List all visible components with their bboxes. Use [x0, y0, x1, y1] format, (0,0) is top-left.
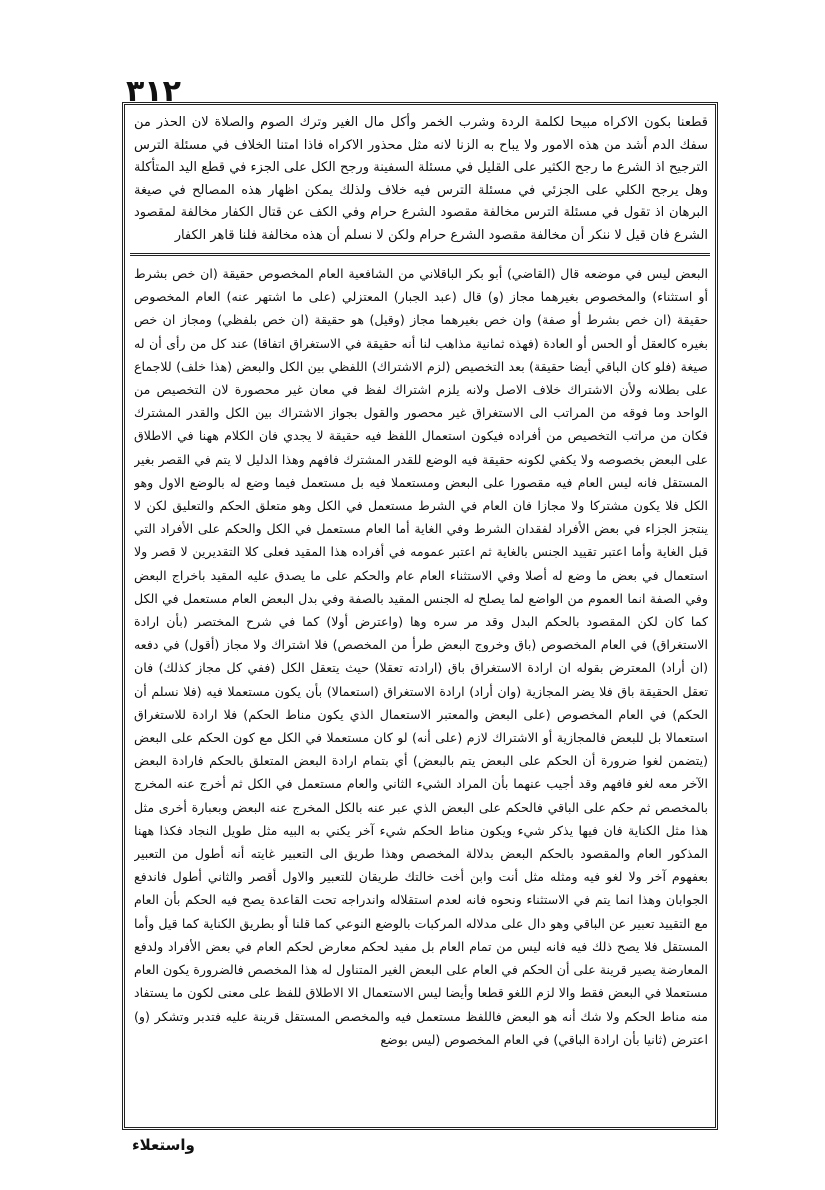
sharh-paragraph: البعض ليس في موضعه قال (القاضي) أبو بكر الباقلاني من الشافعية العام المخصوص حقيقة (ان خص بشرط أو استثناء) والمخصوص بغيرهما مجاز (و) قال (عبد الجبار) المعتزلي (على ما اشتهر عنه) العام المخصوص حقيقة (ان خص بشرط أو صفة) وان خص بغيرهما مجاز (وقيل) هو حقيقة (ان خص بلفظي) ومجاز ان خص بغيره كالعقل أو الحس أو العادة (فهذه ثمانية مذاهب لنا أنه حقيقة في الاستغراق اتفاقا) عند كل من رأى أن له صيغة (فلو كان الباقي أيضا حقيقة) بعد التخصيص (لزم الاشتراك) اللفظي بين الكل والبعض (هذا خلف) للاجماع على بطلانه ولأن الاشتراك خلاف الاصل ولانه يلزم اشتراك لفظ في معان غير محصورة لان التخصيص من الواحد وما فوقه من المراتب الى الاستغراق غير محصور والقول بجواز الاشتراك بين الكل والقدر المشترك فكان من مراتب التخصيص من أفراده فيكون استعمال اللفظ فيه حقيقة لا يجدي فان الكلام ههنا في الاطلاق على البعض بخصوصه ولا يكفي لكونه حقيقة فيه الوضع للقدر المشترك فافهم وهذا الدليل لا يتم في القصر بغير المستقل فانه ليس العام فيه مقصورا على البعض ومستعملا فيه بل مستعمل فيما وضع له بالوضع الاول وهو الكل فلا يكون مشتركا ولا مجازا فان العام في الشرط مستعمل في الكل وهو متعلق الحكم والتعليق لكن لا ينتجز الجزاء في بعض الأفراد لفقدان الشرط وفي الغاية أما العام مستعمل في الكل والحكم على الأفراد التي قبل الغاية وأما اعتبر تقييد الجنس بالغاية ثم اعتبر عمومه في أفراده هذا المقيد فعلى كلا التقديرين لا قصر ولا استعمال في بعض ما وضع له أصلا وفي الاستثناء العام عام والحكم على ما يصدق عليه المقيد باخراج البعض وفي الصفة انما العموم من الواضع لما يصلح له الجنس المقيد بالصفة وفي بدل البعض العام مستعمل في الكل كما كان لكن المقصود بالحكم البدل وقد مر سره وها (واعترض أولا) كما في شرح المختصر (بأن ارادة الاستغراق) في العام المخصوص (باق وخروج البعض طرأ من المخصص) فلا اشتراك ولا مجاز (أقول) في دفعه (ان أراد) المعترض بقوله ان ارادة الاستغراق باق (ارادته تعقلا) حيث يتعقل الكل (ففي كل مجاز كذلك) فان تعقل الحقيقة باق فلا يضر المجازية (وان أراد) ارادة الاستغراق (استعمالا) بأن يكون مستعملا فيه (فلا نسلم أن الحكم) في العام المخصوص (على البعض والمعتبر الاستعمال الذي يكون مناط الحكم) فلا ارادة للاستغراق استعمالا بل للبعض فالمجازية أو الاشتراك لازم (على أنه) لو كان مستعملا في الكل مع كون الحكم على البعض (يتضمن لغوا ضرورة أن الحكم على البعض يتم بالبعض) أي بتمام ارادة البعض المتعلق بالحكم فارادة البعض الآخر معه لغو فافهم وقد أجيب عنهما بأن المراد الشيء الثاني والعام مستعمل في الكل ثم أخرج عنه المخرج بالمخصص ثم حكم على الباقي فالحكم على البعض الذي عبر عنه بالكل المخرج عنه البعض وبعبارة أخرى مثل هذا مثل الكناية فان فيها يذكر شيء ويكون مناط الحكم شيء آخر يكني به البيه مثل طويل النجاد فكذا ههنا المذكور العام والمقصود بالحكم البعض بدلالة المخصص وهذا طريق الى التعبير غايته أنه أطول من التعبير بعفهوم آخر ولا لغو فيه ومثله مثل أنت وابن أخت خالتك طريقان للتعبير والاول أقصر والثاني أطول فاندفع الجوابان وهذا انما يتم في الاستثناء ونحوه فانه لعدم استقلاله واندراجه تحت القاعدة يصح فيه الحكم بأن العام مع التقييد تعبير عن الباقي وهو دال على مدلاله المركبات بالوضع النوعي كما قلنا أو بطريق الكناية كما قيل وأما المستقل فلا يصح ذلك فيه فانه ليس من تمام العام بل مفيد لحكم معارض لحكم العام في بعض الأفراد ولدفع المعارضة يصير قرينة على أن الحكم في العام على البعض الغير المتناول له هذا المخصص فالضرورة يكون العام مستعملا في البعض فقط والا لزم اللغو قطعا وأيضا ليس الاستعمال الا الاطلاق للفظ على معنى لكون ما يستفاد منه مناط الحكم ولا شك أنه هو البعض فاللفظ مستعمل فيه والمخصص المستقل قرينة عليه فتدبر وتشكر (و) اعترض (ثانيا بأن ارادة الباقي) في العام المخصوص (ليس بوضع [134, 266, 708, 1047]
catchword: واستعلاء [132, 1136, 195, 1154]
section-divider [130, 253, 710, 256]
matn-text-block [134, 112, 708, 248]
matn-paragraph: قطعنا بكون الاكراه مبيحا لكلمة الردة وشرب الخمر وأكل مال الغير وترك الصوم والصلاة لان الحذر من سفك الدم أشد من هذه الامور ولا يباح به الزنا لانه مثل محذور الاكراه فاذا امتنا الخلاف في مسئلة الترس الترجيح اذ الشرع ما رجح الكثير على القليل في مسئلة السفينة ورجح الكل على الجزء في قطع اليد المتأكلة وهل يرجح الكلي على الجزئي في مسئلة الترس فيه خلاف ولذلك يمكن اظهار هذه المصالح في صيغة البرهان اذ تقول في مسئلة الترس مخالفة مقصود الشرع حرام وفي الكف عن قتال الكفار مخالفة لمقصود الشرع فان قيل لا ننكر أن مخالفة مقصود الشرع حرام ولكن لا نسلم أن هذه مخالفة فلنا قاهر الكفار [134, 115, 708, 243]
page-number: ٣١٢ [126, 74, 181, 109]
sharh-text-block [134, 262, 708, 1124]
